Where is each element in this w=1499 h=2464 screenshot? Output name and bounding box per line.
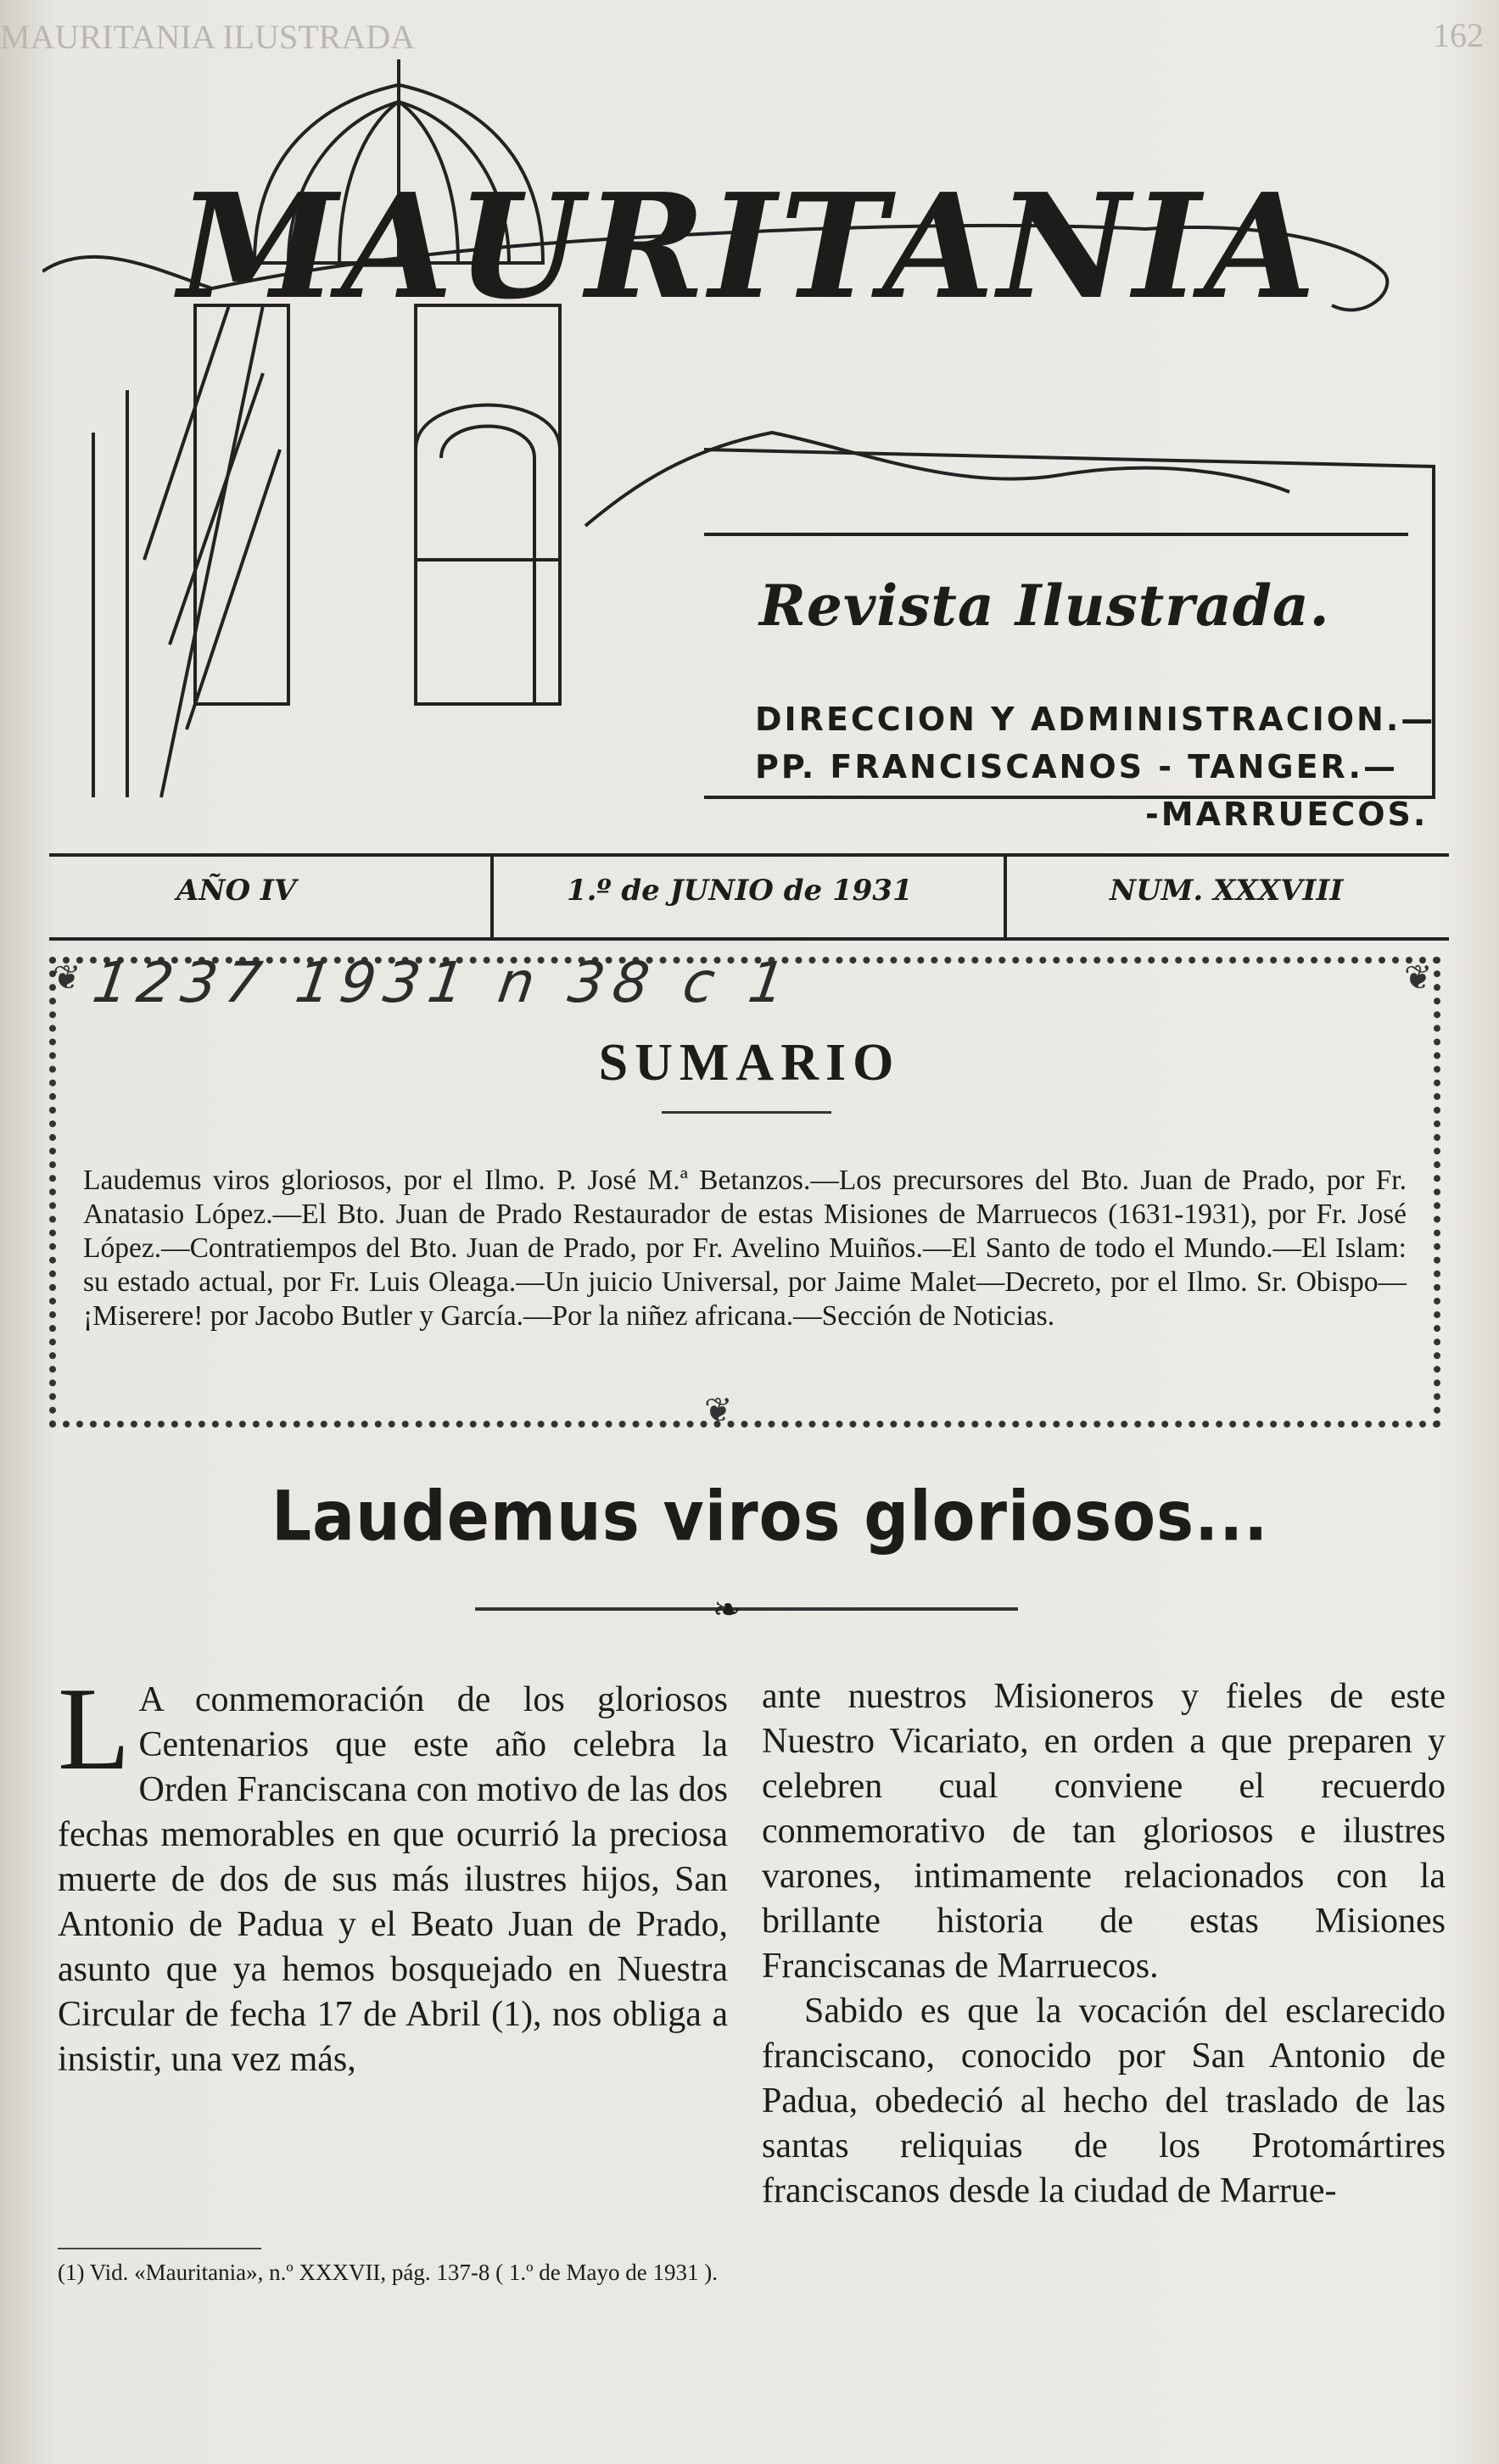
ornament-divider-icon: ❧ (713, 1590, 741, 1629)
drop-cap: L (58, 1663, 131, 1795)
show-through-page-number: 162 (1433, 16, 1484, 54)
handwritten-catalog-note: 1237 1931 n 38 c 1 (88, 950, 798, 1015)
article-paragraph: Sabido es que la vocación del esclarecido franciscano, conocido por San Antonio de Padua, obedeció al hecho del traslado de las santas reliquias de los Protomártires franciscanos desde la ciudad de Marrue- (762, 1992, 1446, 2210)
masthead-subtitle: Revista Ilustrada. (759, 573, 1330, 639)
ornament-center-icon: ❦ (704, 1391, 733, 1430)
summary-text: Laudemus viros gloriosos, por el Ilmo. P. José M.ª Betanzos.—Los precursores del Bto. Juan de Prado, por Fr. Anatasio López.—El Bto. Juan de Prado Restaurador de estas Misiones de Marruecos (1631-1931), por Fr. José López.—Contratiempos del Bto. Juan de Prado, por Fr. Avelino Muiños.—El Santo de todo el Mundo.—El Islam: su estado actual, por Fr. Luis Oleaga.—Un juicio Universal, por Jaime Malet—Decreto, por el Ilmo. Sr. Obispo—¡Miserere! por Jacobo Butler y García.—Por la niñez africana.—Sección de Noticias. (83, 1165, 1407, 1332)
masthead-logo-lettering: MAURITANIA (178, 162, 1320, 332)
issue-date-bar (49, 853, 1449, 941)
summary-rule (662, 1111, 831, 1114)
article-title-rule (475, 1607, 1018, 1611)
show-through-running-head: MAURITANIA ILUSTRADA (0, 18, 416, 56)
article-column-right (762, 1674, 1446, 2214)
footnote-text: (1) Vid. «Mauritania», n.º XXXVII, pág. 137-8 ( 1.º de Mayo de 1931 ). (58, 2260, 718, 2285)
article-paragraph: ante nuestros Misioneros y fieles de este Nuestro Vicariato, en orden a que preparen y celebren cual conviene el recuerdo conmemorativo de tan gloriosos e ilustres varones, intimamente relacionados con la brillante historia de estas Misiones Franciscanas de Marruecos. (762, 1677, 1446, 1986)
masthead-address (755, 696, 1435, 838)
issue-number: NUM. XXXVIII (1110, 874, 1344, 908)
date-bar-divider (1004, 857, 1007, 937)
admin-line-3: -MARRUECOS. (1145, 796, 1429, 833)
article-column-left (58, 1663, 728, 2082)
footnote-rule (58, 2248, 261, 2249)
issue-date: 1.º de JUNIO de 1931 (567, 874, 913, 908)
footnote (58, 2248, 728, 2287)
issue-year: AÑO IV (176, 874, 297, 908)
ornament-corner-icon: ❦ (1404, 958, 1433, 997)
summary-title: SUMARIO (598, 1034, 901, 1092)
date-bar-divider (490, 857, 494, 937)
article-title: Laudemus viros gloriosos... (271, 1476, 1269, 1557)
admin-line-1: DIRECCION Y ADMINISTRACION.— (755, 701, 1436, 738)
masthead (42, 51, 1459, 833)
admin-line-2: PP. FRANCISCANOS - TANGER.— (755, 748, 1398, 785)
ornament-corner-icon: ❦ (53, 958, 81, 997)
article-paragraph: A conmemoración de los gloriosos Centenarios que este año celebra la Orden Franciscana con motivo de las dos fechas memorables en que ocurrió la preciosa muerte de dos de sus más ilustres hijos, San Antonio de Padua y el Beato Juan de Prado, asunto que ya hemos bosquejado en Nuestra Circular de fecha 17 de Abril (1), nos obliga a insistir, una vez más, (58, 1680, 728, 2079)
